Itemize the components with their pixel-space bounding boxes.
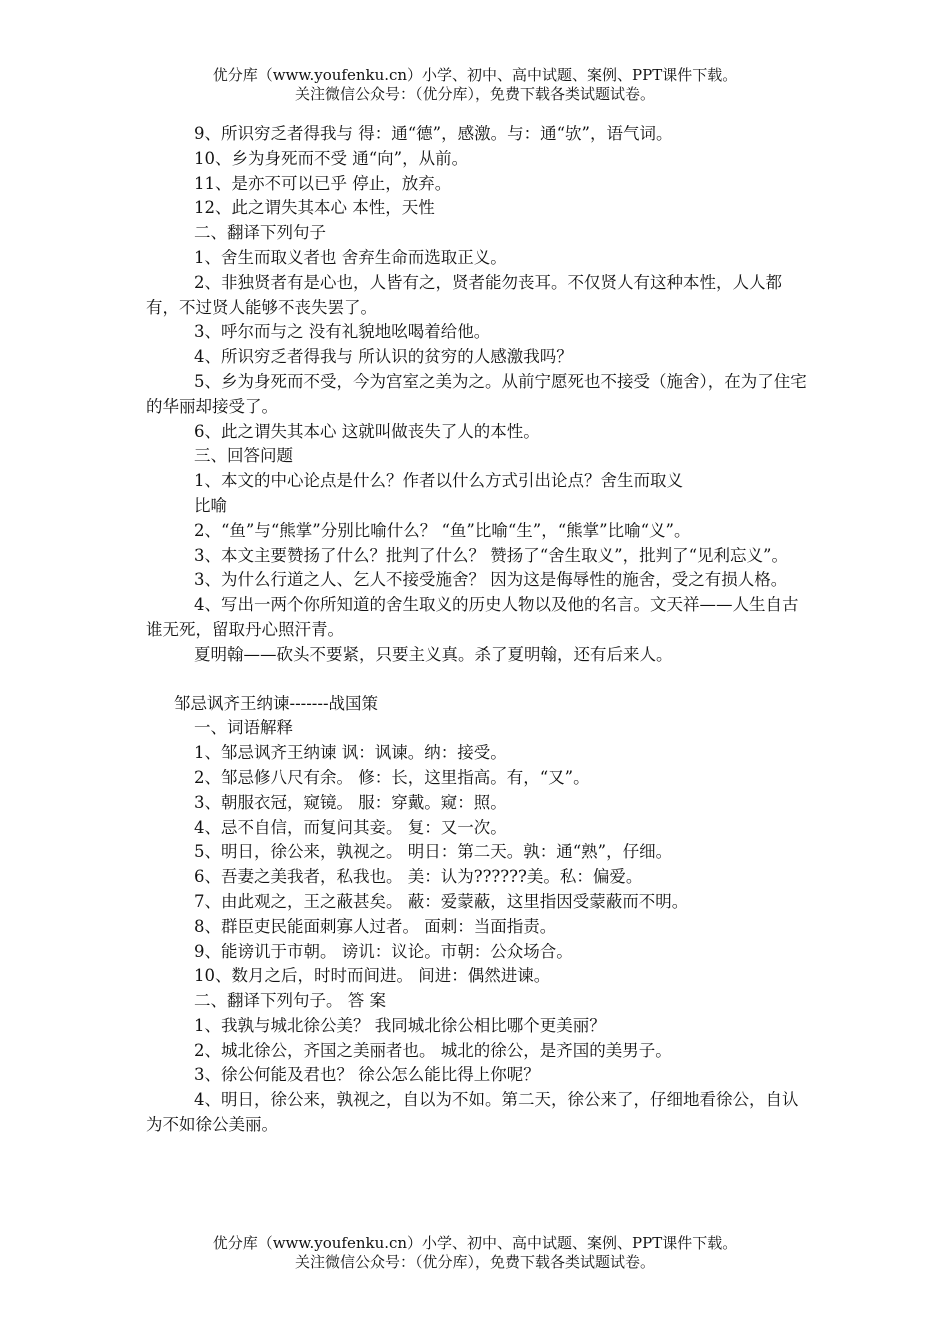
paragraph: 5、乡为身死而不受，今为宫室之美为之。从前宁愿死也不接受（施舍），在为了住宅的华丽却接受了。 bbox=[146, 371, 807, 416]
section-heading: 三、回答问题 bbox=[194, 446, 293, 466]
footer-line-2: 关注微信公众号：（优分库），免费下载各类试题试卷。 bbox=[294, 1253, 655, 1271]
paragraph: 6、此之谓失其本心 这就叫做丧失了人的本性。 bbox=[194, 421, 540, 441]
paragraph: 1、邹忌讽齐王纳谏 讽：讽谏。纳：接受。 bbox=[194, 743, 507, 763]
paragraph: 4、所识穷乏者得我与 所认识的贫穷的人感激我吗？ bbox=[194, 347, 573, 367]
document-body bbox=[146, 122, 810, 1138]
paragraph: 9、能谤讥于市朝。 谤讥：议论。市朝：公众场合。 bbox=[194, 941, 573, 961]
section-heading: 二、翻译下列句子 bbox=[194, 223, 326, 243]
paragraph: 11、是亦不可以已乎 停止，放弃。 bbox=[194, 173, 452, 193]
paragraph: 3、朝服衣冠，窥镜。 服：穿戴。窥：照。 bbox=[194, 792, 507, 812]
page-header bbox=[0, 66, 950, 104]
paragraph: 夏明翰——砍头不要紧，只要主义真。杀了夏明翰，还有后来人。 bbox=[194, 644, 673, 664]
paragraph: 9、所识穷乏者得我与 得：通“德”，感激。与：通“欤”，语气词。 bbox=[194, 124, 673, 143]
header-line-1: 优分库（www.youfenku.cn）小学、初中、高中试题、案例、PPT课件下载。 bbox=[212, 66, 738, 84]
page-footer bbox=[0, 1234, 950, 1272]
paragraph: 2、“鱼”与“熊掌”分别比喻什么？ “鱼”比喻“生”，“熊掌”比喻“义”。 bbox=[194, 520, 691, 540]
paragraph: 1、舍生而取义者也 舍弃生命而选取正义。 bbox=[194, 247, 507, 267]
paragraph: 2、邹忌修八尺有余。 修：长，这里指高。有，“又”。 bbox=[194, 767, 590, 787]
paragraph: 10、乡为身死而不受 通“向”，从前。 bbox=[194, 148, 469, 168]
paragraph: 3、本文主要赞扬了什么？批判了什么？ 赞扬了“舍生取义”，批判了“见利忘义”。 bbox=[194, 545, 788, 565]
section-heading: 二、翻译下列句子。 答 案 bbox=[194, 991, 386, 1011]
paragraph: 3、为什么行道之人、乞人不接受施舍？ 因为这是侮辱性的施舍，受之有损人格。 bbox=[194, 570, 788, 590]
paragraph: 5、明日，徐公来，孰视之。 明日：第二天。孰：通“熟”，仔细。 bbox=[194, 842, 673, 862]
paragraph: 1、我孰与城北徐公美？ 我同城北徐公相比哪个更美丽？ bbox=[194, 1015, 606, 1035]
paragraph: 4、忌不自信，而复问其妾。 复：又一次。 bbox=[194, 817, 507, 837]
paragraph: 4、写出一两个你所知道的舍生取义的历史人物以及他的名言。文天祥——人生自古谁无死，留取丹心照汗青。 bbox=[146, 595, 799, 639]
paragraph: 3、呼尔而与之 没有礼貌地吆喝着给他。 bbox=[194, 322, 491, 342]
spacer bbox=[146, 668, 810, 692]
footer-line-1: 优分库（www.youfenku.cn）小学、初中、高中试题、案例、PPT课件下载。 bbox=[212, 1234, 738, 1252]
paragraph: 10、数月之后，时时而间进。 间进：偶然进谏。 bbox=[194, 966, 551, 986]
paragraph: 4、明日，徐公来，孰视之，自以为不如。第二天，徐公来了，仔细地看徐公，自认为不如徐公美丽。 bbox=[146, 1090, 799, 1135]
paragraph: 1、本文的中心论点是什么？作者以什么方式引出论点？舍生而取义 bbox=[194, 471, 683, 491]
paragraph: 2、城北徐公，齐国之美丽者也。 城北的徐公，是齐国的美男子。 bbox=[194, 1040, 672, 1060]
section-title: 邹忌讽齐王纳谏-------战国策 bbox=[174, 693, 379, 713]
section-heading: 一、词语解释 bbox=[194, 718, 293, 738]
paragraph: 2、非独贤者有是心也，人皆有之，贤者能勿丧耳。不仅贤人有这种本性，人人都有，不过贤人能够不丧失罢了。 bbox=[146, 272, 782, 317]
paragraph: 6、吾妻之美我者，私我也。 美：认为??????美。私：偏爱。 bbox=[194, 867, 643, 887]
paragraph: 8、群臣吏民能面刺寡人过者。 面刺：当面指责。 bbox=[194, 916, 557, 936]
paragraph: 比喻 bbox=[194, 495, 227, 515]
header-line-2: 关注微信公众号：（优分库），免费下载各类试题试卷。 bbox=[294, 85, 655, 103]
paragraph: 7、由此观之，王之蔽甚矣。 蔽：爱蒙蔽，这里指因受蒙蔽而不明。 bbox=[194, 891, 689, 911]
paragraph: 3、徐公何能及君也？ 徐公怎么能比得上你呢？ bbox=[194, 1065, 540, 1085]
paragraph: 12、此之谓失其本心 本性，天性 bbox=[194, 198, 435, 218]
